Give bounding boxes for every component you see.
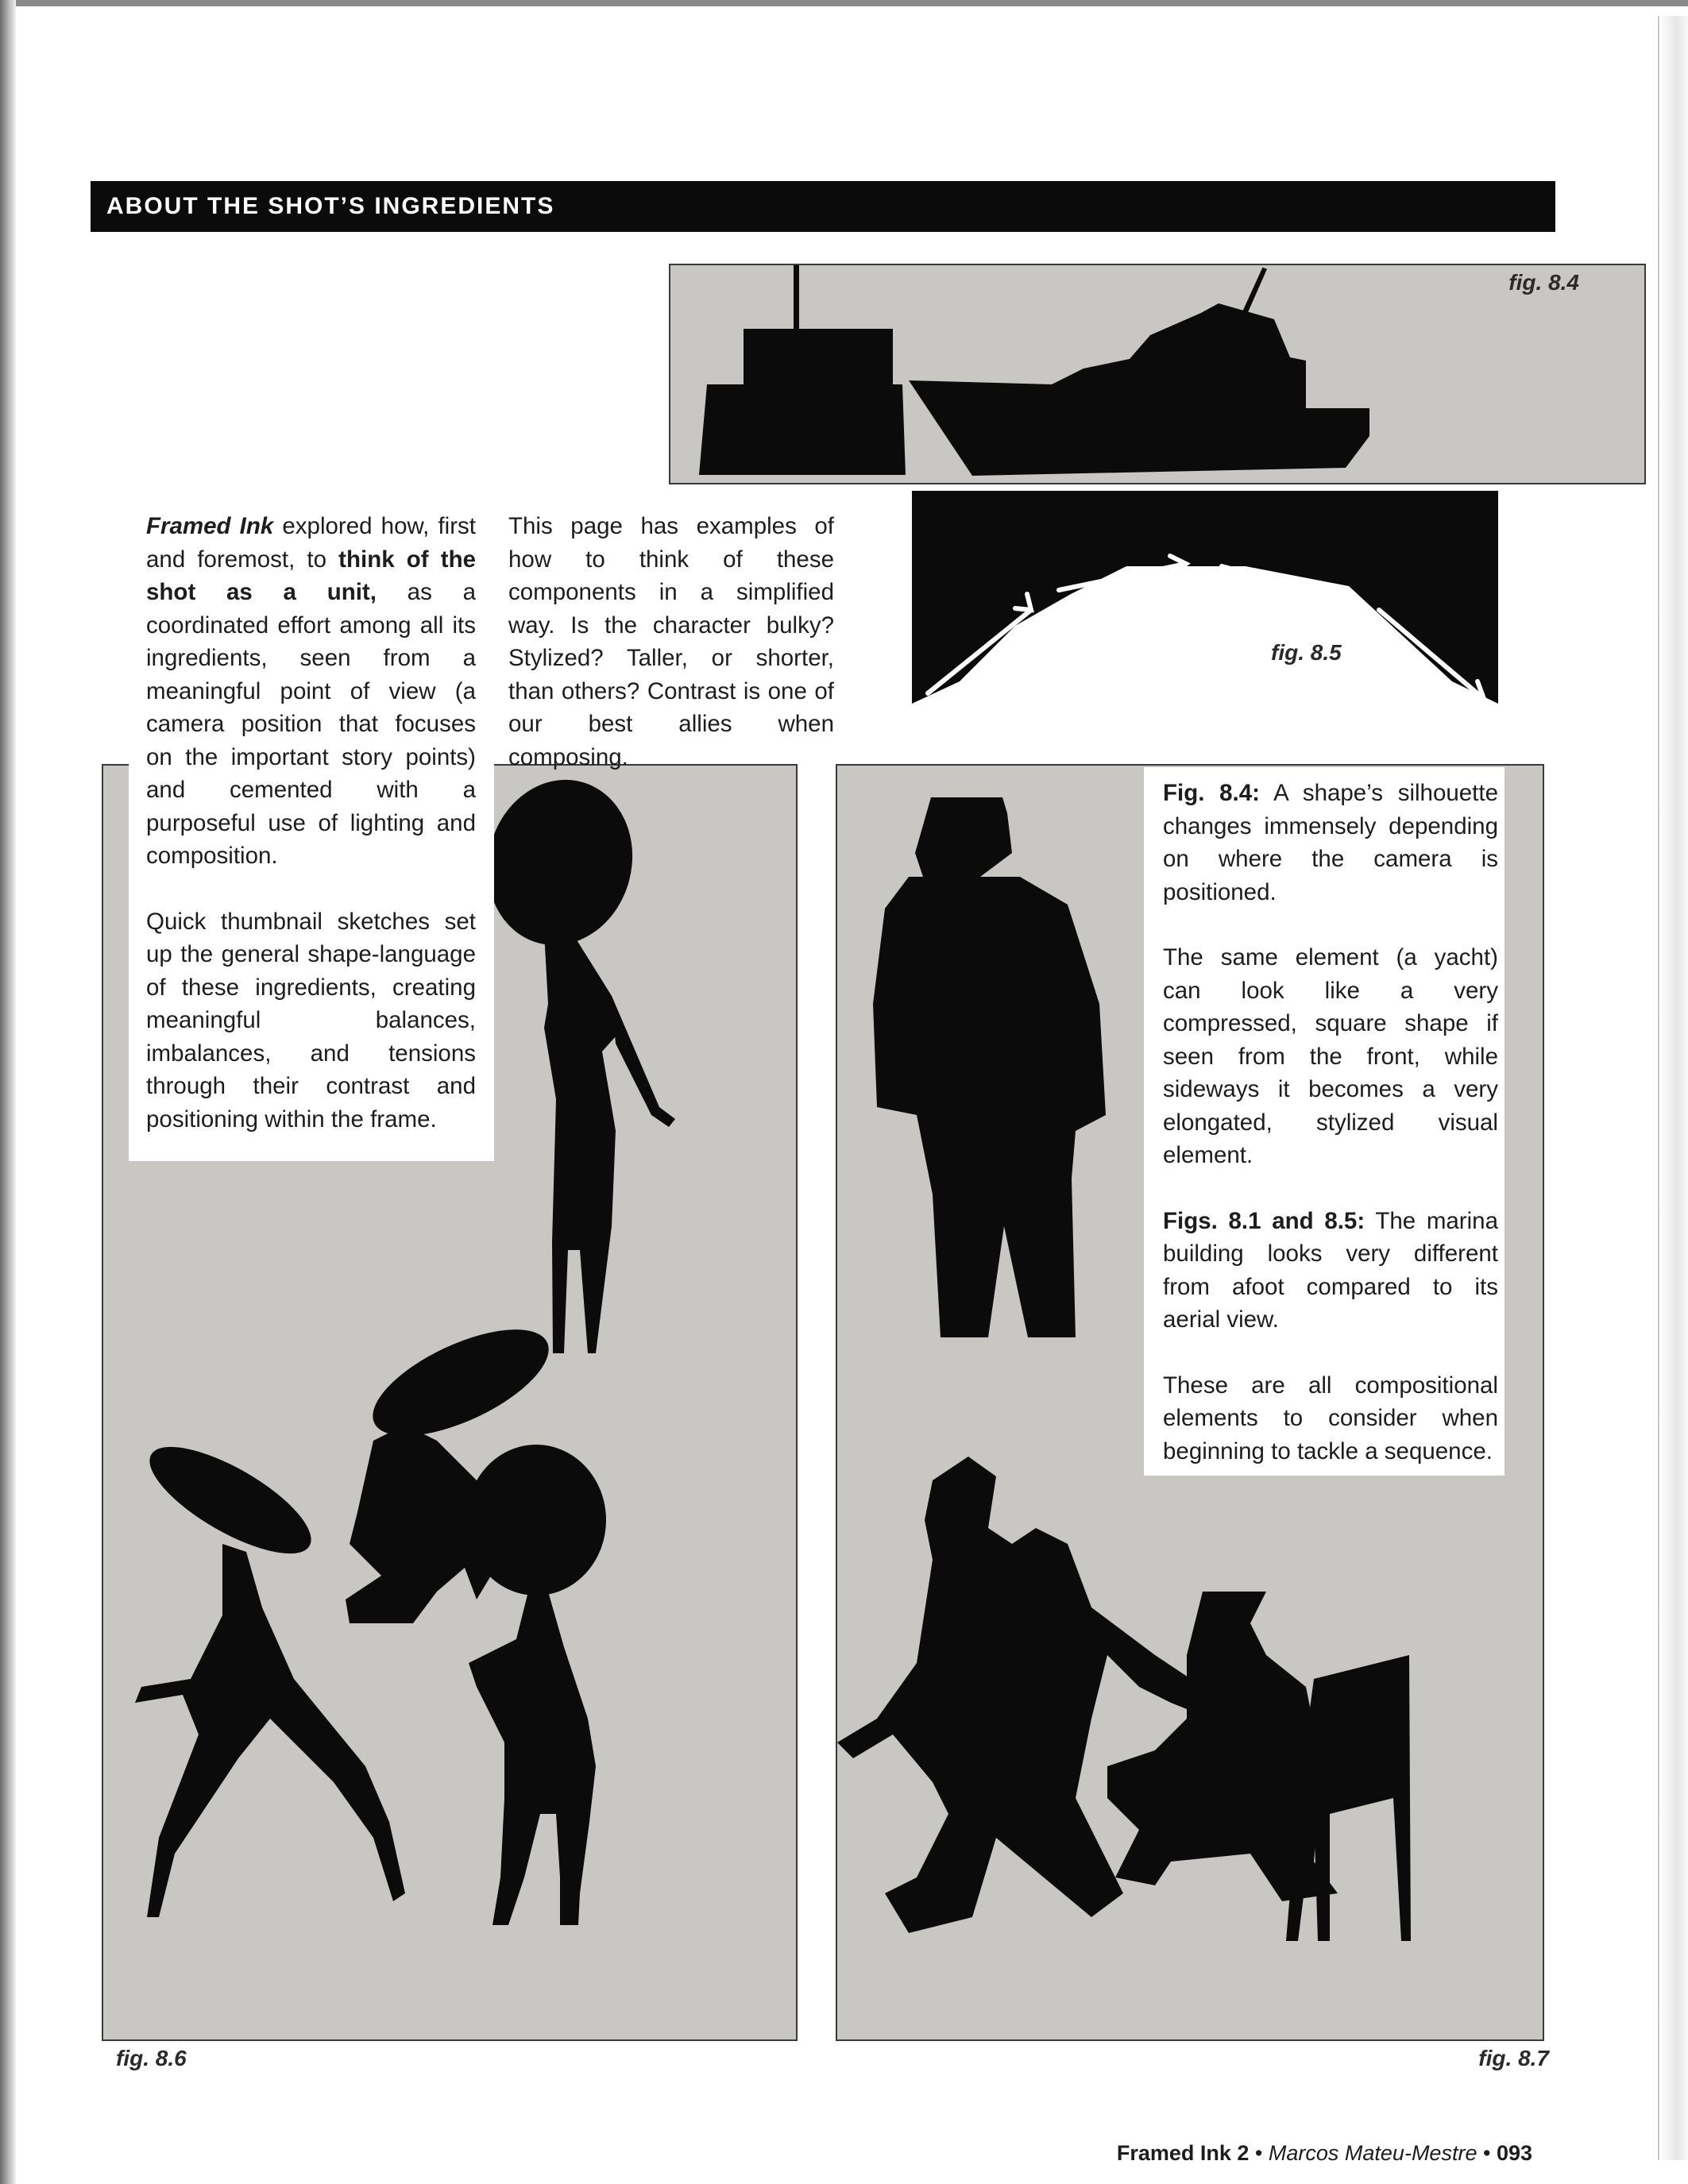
yacht-front-silhouette [699,329,906,475]
footer-author: Marcos Mateu-Mestre [1268,2141,1477,2165]
footer-separator-1: • [1249,2141,1269,2165]
figure-8-4-panel [669,264,1646,484]
page-edge-right [1658,16,1688,2160]
intro-text-a: explored how, first and foremost, to [146,513,476,573]
caption-figs-8-1-8-5 [1163,1205,1498,1337]
page-footer [1117,2141,1532,2166]
fig-8-4-label: fig. 8.4 [1508,270,1579,295]
figure-1-body [544,932,624,1353]
section-header: ABOUT THE SHOT’S INGREDIENTS [91,181,1555,232]
page-top-edge [0,0,1688,6]
man-1-body [873,877,1106,1337]
figure-4-body [469,1592,596,1925]
caption-yacht: The same element (a yacht) can look like a very compressed, square shape if seen from the front, while sideways it becomes a very elongated, stylized visual element. [1163,944,1498,1168]
caption-figs-8-1-8-5-label: Figs. 8.1 and 8.5: [1163,1207,1365,1234]
figure-8-5-panel [912,491,1498,704]
caption-compositional: These are all compositional elements to consider when beginning to tackle a sequence. [1163,1372,1498,1464]
intro-paragraph [146,510,476,873]
footer-book-title: Framed Ink 2 [1116,2141,1250,2165]
caption-fig-8-4-text: A shape’s silhouette changes immensely depending on where the camera is positioned. [1163,780,1498,905]
left-text-column [146,510,476,1168]
aerial-building-view [912,491,1498,704]
middle-text-column [508,510,834,806]
intro-text-b: as a coordinated effort among all its ingredients, seen from a meaningful point of view (a camera position that focuses on the important story points) and cemented with a purposeful use of lighting and composition. [146,579,476,869]
yacht-side-silhouette [909,303,1369,476]
yacht-front-mast [794,265,799,329]
intro-bold-phrase: think of the shot as a unit, [146,546,476,605]
man-1-head [915,797,1012,877]
fig-8-6-label: fig. 8.6 [116,2046,187,2070]
caption-fig-8-4 [1163,777,1498,909]
yacht-silhouettes [670,265,1644,483]
book-spine-shadow [0,0,16,2184]
caption-fig-8-4-label: Fig. 8.4: [1163,780,1260,806]
caption-figs-8-1-8-5-text: The marina building looks very different from afoot compared to its aerial view. [1163,1207,1498,1333]
middle-paragraph: This page has examples of how to think of these components in a simplified way. Is the character bulky? Stylized? Taller, or shorter, than others? Contrast is one of our best allies when composing. [508,513,834,770]
fig-8-5-label: fig. 8.5 [1271,640,1342,665]
fig-8-7-label: fig. 8.7 [1478,2046,1549,2070]
thumbnail-paragraph: Quick thumbnail sketches set up the general shape-language of these ingredients, creating meaningful balances, imbalances, and tensions through their contrast and positioning within the frame. [146,908,476,1133]
page-number: 093 [1496,2141,1532,2165]
figure-4-head [466,1445,606,1596]
caption-column [1163,777,1498,1500]
figure-1-arm [612,996,675,1127]
footer-separator-2: • [1477,2141,1497,2165]
book-title-italic: Framed Ink [146,513,274,539]
